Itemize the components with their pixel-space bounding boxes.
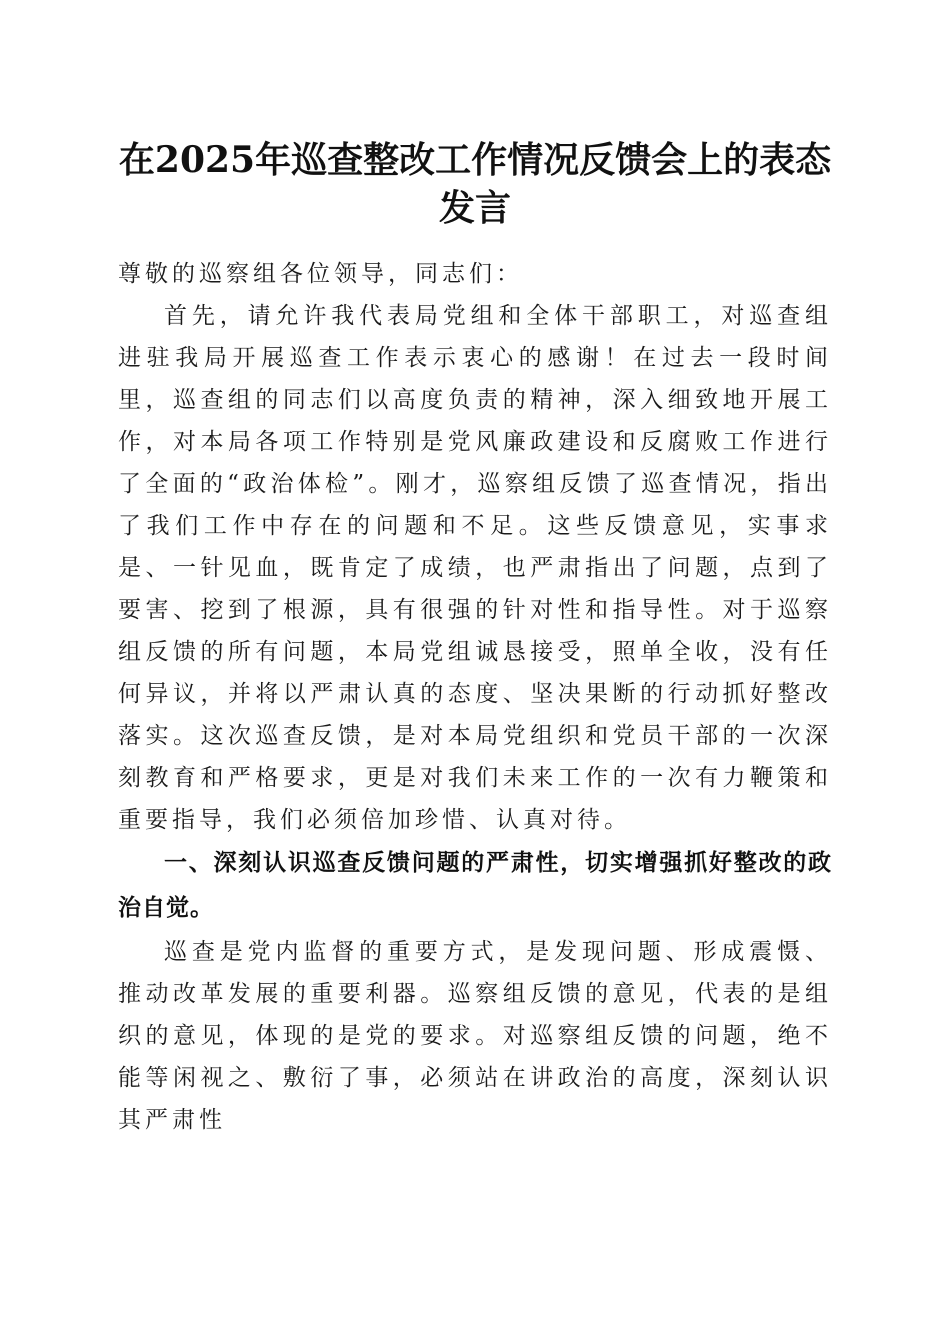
section-heading-1: 一、深刻认识巡查反馈问题的严肃性，切实增强抓好整改的政治自觉。	[118, 850, 832, 921]
paragraph-section-1: 巡查是党内监督的重要方式，是发现问题、形成震慑、推动改革发展的重要利器。巡察组反馈的意见，代表的是组织的意见，体现的是党的要求。对巡察组反馈的问题，绝不能等闲视之、敷衍了事，必须站在讲政治的高度，深刻认识其严肃性	[118, 939, 832, 1133]
document-body	[118, 253, 832, 1141]
title-line-2: 发言	[438, 187, 511, 229]
title-line-1: 在2025年巡查整改工作情况反馈会上的表态	[118, 139, 832, 181]
salutation: 尊敬的巡察组各位领导，同志们：	[118, 261, 523, 287]
document-title	[110, 136, 840, 232]
paragraph-introduction: 首先，请允许我代表局党组和全体干部职工，对巡查组进驻我局开展巡查工作表示衷心的感谢！在过去一段时间里，巡查组的同志们以高度负责的精神，深入细致地开展工作，对本局各项工作特别是党风廉政建设和反腐败工作进行了全面的“政治体检”。刚才，巡察组反馈了巡查情况，指出了我们工作中存在的问题和不足。这些反馈意见，实事求是、一针见血，既肯定了成绩，也严肃指出了问题，点到了要害、挖到了根源，具有很强的针对性和指导性。对于巡察组反馈的所有问题，本局党组诚恳接受，照单全收，没有任何异议，并将以严肃认真的态度、坚决果断的行动抓好整改落实。这次巡查反馈，是对本局党组织和党员干部的一次深刻教育和严格要求，更是对我们未来工作的一次有力鞭策和重要指导，我们必须倍加珍惜、认真对待。	[118, 303, 832, 833]
